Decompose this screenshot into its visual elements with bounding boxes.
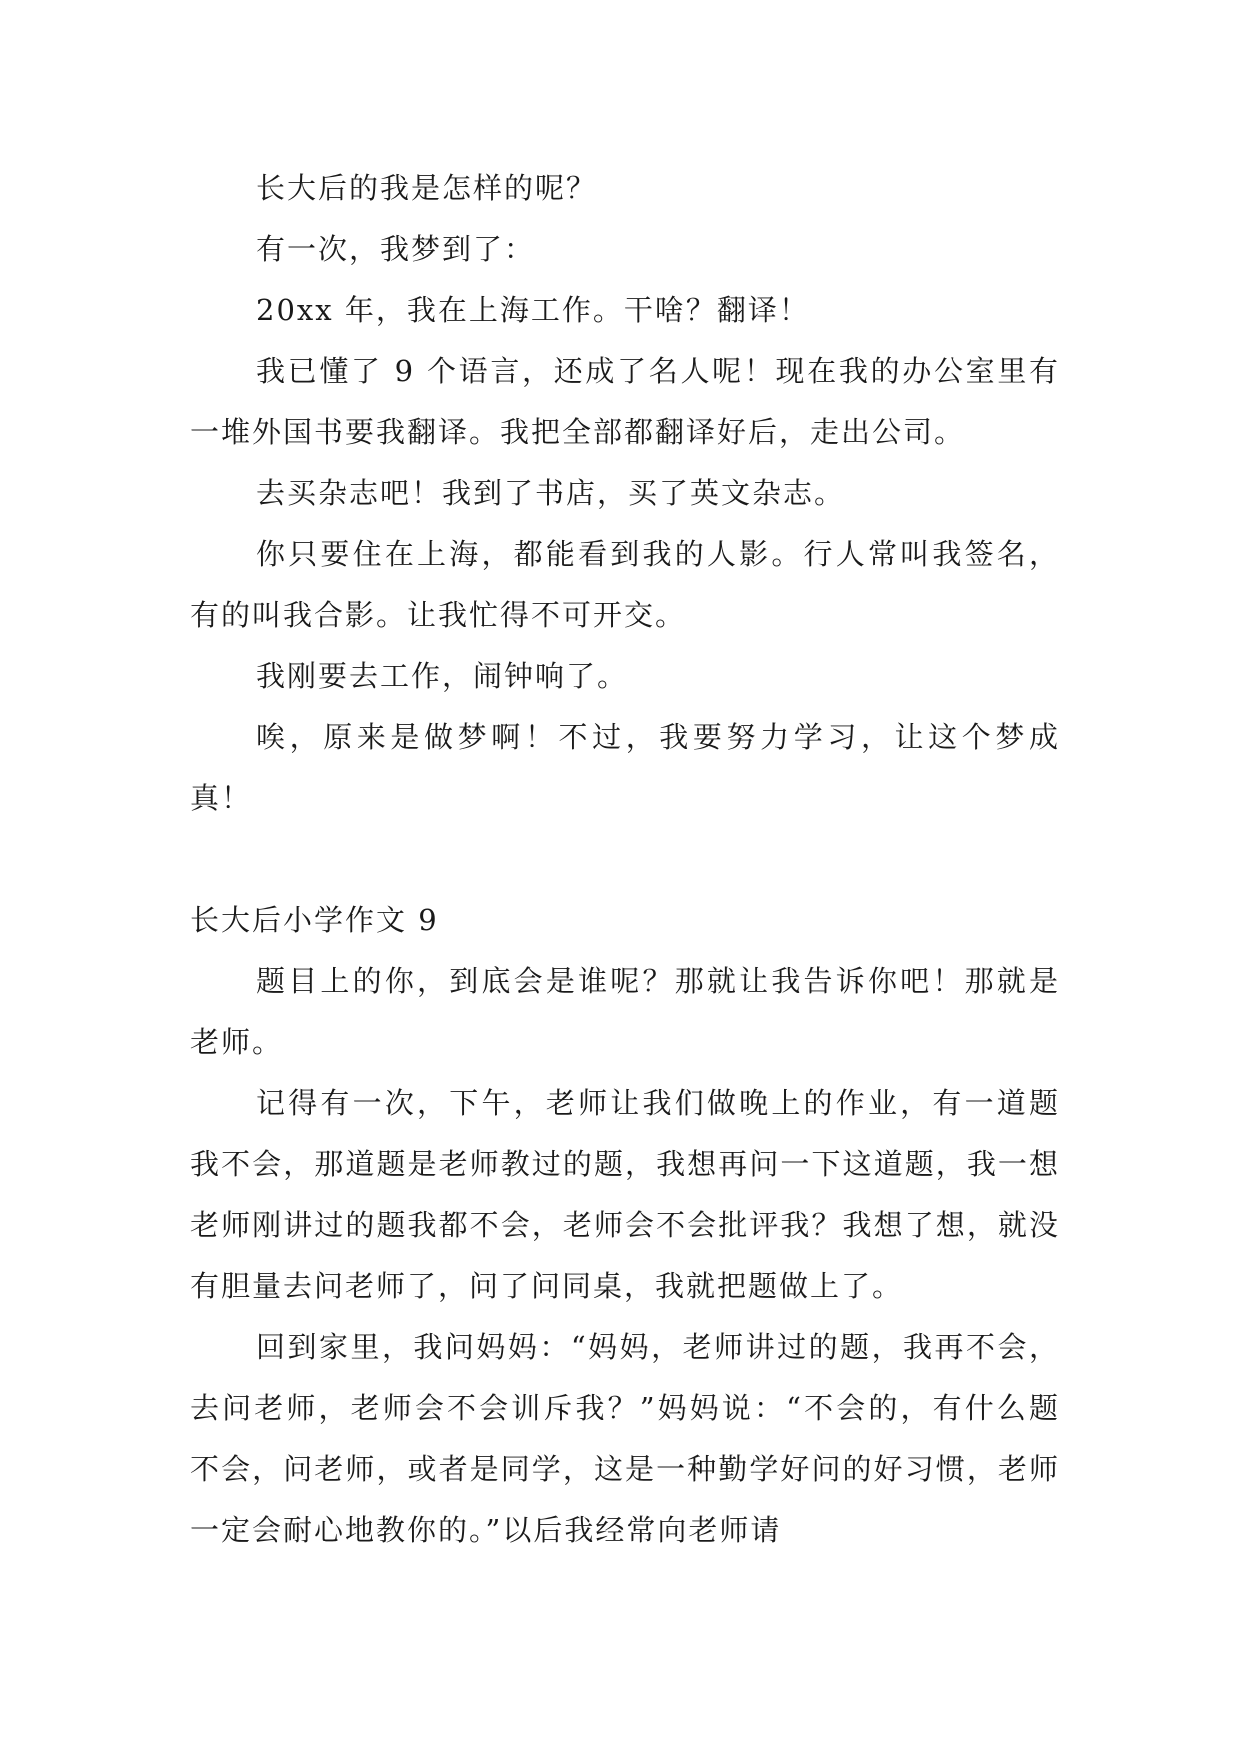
paragraph: 你只要住在上海，都能看到我的人影。行人常叫我签名，有的叫我合影。让我忙得不可开交。 <box>190 537 1060 632</box>
paragraph: 有一次，我梦到了： <box>256 232 536 266</box>
section-heading: 长大后小学作文 9 <box>190 903 439 937</box>
paragraph: 我刚要去工作，闹钟响了。 <box>256 659 629 693</box>
document-body <box>190 158 1060 1561</box>
paragraph: 记得有一次，下午，老师让我们做晚上的作业，有一道题我不会，那道题是老师教过的题，我想再问一下这道题，我一想老师刚讲过的题我都不会，老师会不会批评我？我想了想，就没有胆量去问老师了，问了问同桌，我就把题做上了。 <box>190 1086 1060 1303</box>
paragraph: 唉，原来是做梦啊！不过，我要努力学习，让这个梦成真！ <box>190 720 1060 815</box>
paragraph: 我已懂了 9 个语言，还成了名人呢！现在我的办公室里有一堆外国书要我翻译。我把全部都翻译好后，走出公司。 <box>190 354 1060 449</box>
paragraph: 20xx 年，我在上海工作。干啥？翻译！ <box>256 293 810 327</box>
paragraph: 回到家里，我问妈妈：“妈妈，老师讲过的题，我再不会，去问老师，老师会不会训斥我？”妈妈说：“不会的，有什么题不会，问老师，或者是同学，这是一种勤学好问的好习惯，老师一定会耐心地教你的。”以后我经常向老师请 <box>190 1330 1060 1547</box>
paragraph: 长大后的我是怎样的呢？ <box>256 171 598 205</box>
paragraph: 题目上的你，到底会是谁呢？那就让我告诉你吧！那就是老师。 <box>190 964 1060 1059</box>
paragraph: 去买杂志吧！我到了书店，买了英文杂志。 <box>256 476 846 510</box>
